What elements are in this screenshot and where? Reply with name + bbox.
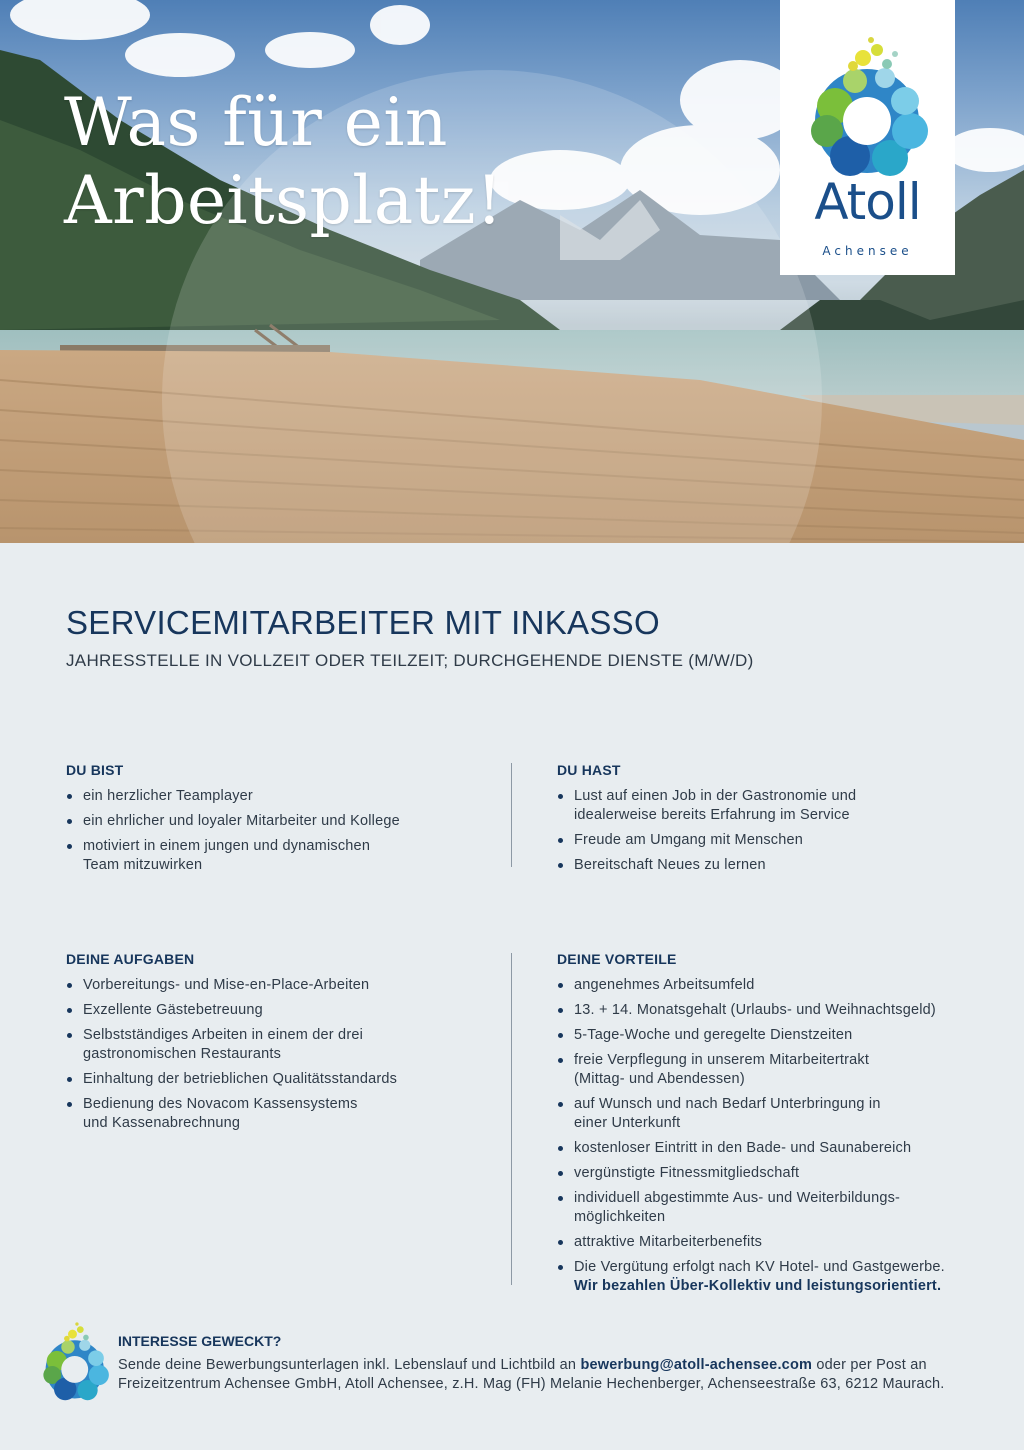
job-subtitle: JAHRESSTELLE IN VOLLZEIT ODER TEILZEIT; DURCHGEHENDE DIENSTE (M/W/D) <box>66 651 754 670</box>
list-item: attraktive Mitarbeiterbenefits <box>557 1233 977 1252</box>
list-item: Freude am Umgang mit Menschen <box>557 831 957 850</box>
list-item-strong: Wir bezahlen Über-Kollektiv und leistungsorientiert. <box>574 1278 942 1294</box>
hero-title <box>64 84 503 240</box>
list-item: Einhaltung der betrieblichen Qualitätsstandards <box>66 1070 466 1089</box>
footer-text <box>118 1356 998 1394</box>
bullet-list <box>557 976 977 1296</box>
bullet-list <box>66 976 466 1133</box>
email-link[interactable]: bewerbung@atoll-achensee.com <box>580 1357 813 1373</box>
column-divider <box>511 953 512 1285</box>
footer-heading: INTERESSE GEWECKT? <box>118 1333 282 1349</box>
list-item: Vorbereitungs- und Mise-en-Place-Arbeiten <box>66 976 466 995</box>
list-item: Bedienung des Novacom Kassensystems und Kassenabrechnung <box>66 1095 383 1133</box>
list-item: 13. + 14. Monatsgehalt (Urlaubs- und Weihnachtsgeld) <box>557 1001 977 1020</box>
list-item: 5-Tage-Woche und geregelte Dienstzeiten <box>557 1026 977 1045</box>
hero-title-line2: Arbeitsplatz! <box>64 162 504 239</box>
section-deine-vorteile <box>557 951 977 1302</box>
logo-subtitle: Achensee <box>822 244 913 258</box>
hero-image <box>0 0 1024 543</box>
bullet-list <box>66 787 466 875</box>
section-heading: DEINE AUFGABEN <box>66 951 195 967</box>
list-item: Lust auf einen Job in der Gastronomie und idealerweise bereits Erfahrung im Service <box>557 787 904 825</box>
list-item: Selbstständiges Arbeiten in einem der drei gastronomischen Restaurants <box>66 1026 368 1064</box>
list-item: individuell abgestimmte Aus- und Weiterbildungs-möglichkeiten <box>557 1189 934 1227</box>
list-item: kostenloser Eintritt in den Bade- und Saunabereich <box>557 1139 977 1158</box>
list-item: vergünstigte Fitnessmitgliedschaft <box>557 1164 977 1183</box>
list-item <box>557 1258 977 1296</box>
list-item-text: Die Vergütung erfolgt nach KV Hotel- und Gastgewerbe. <box>574 1259 945 1275</box>
list-item: ein ehrlicher und loyaler Mitarbeiter und Kollege <box>66 812 466 831</box>
column-divider <box>511 763 512 867</box>
footer-text-before: Sende deine Bewerbungsunterlagen inkl. Lebenslauf und Lichtbild an <box>118 1357 581 1373</box>
logo-wordmark: Atoll <box>814 173 921 231</box>
atoll-logo <box>780 0 955 275</box>
section-deine-aufgaben <box>66 951 466 1139</box>
hero-title-line1: Was für ein <box>64 84 448 161</box>
list-item: motiviert in einem jungen und dynamischen Team mitzuwirken <box>66 837 403 875</box>
job-title: SERVICEMITARBEITER MIT INKASSO <box>66 604 660 641</box>
list-item: Exzellente Gästebetreuung <box>66 1001 466 1020</box>
atoll-ring-icon <box>805 36 930 176</box>
list-item: auf Wunsch und nach Bedarf Unterbringung in einer Unterkunft <box>557 1095 904 1133</box>
list-item: ein herzlicher Teamplayer <box>66 787 466 806</box>
section-heading: DU HAST <box>557 762 621 778</box>
list-item: freie Verpflegung in unserem Mitarbeitertrakt (Mittag- und Abendessen) <box>557 1051 904 1089</box>
list-item: Bereitschaft Neues zu lernen <box>557 856 957 875</box>
bullet-list <box>557 787 957 875</box>
atoll-ring-small-icon <box>40 1320 110 1402</box>
section-heading: DU BIST <box>66 762 124 778</box>
footer-text-after: oder per Post an Freizeitzentrum Achensee GmbH, Atoll Achensee, z.H. Mag (FH) Melanie Hechenberger, Achenseestraße 63, 6212 Maurach. <box>118 1357 945 1392</box>
list-item: angenehmes Arbeitsumfeld <box>557 976 977 995</box>
section-heading: DEINE VORTEILE <box>557 951 677 967</box>
section-du-hast <box>557 762 957 881</box>
section-du-bist <box>66 762 466 881</box>
